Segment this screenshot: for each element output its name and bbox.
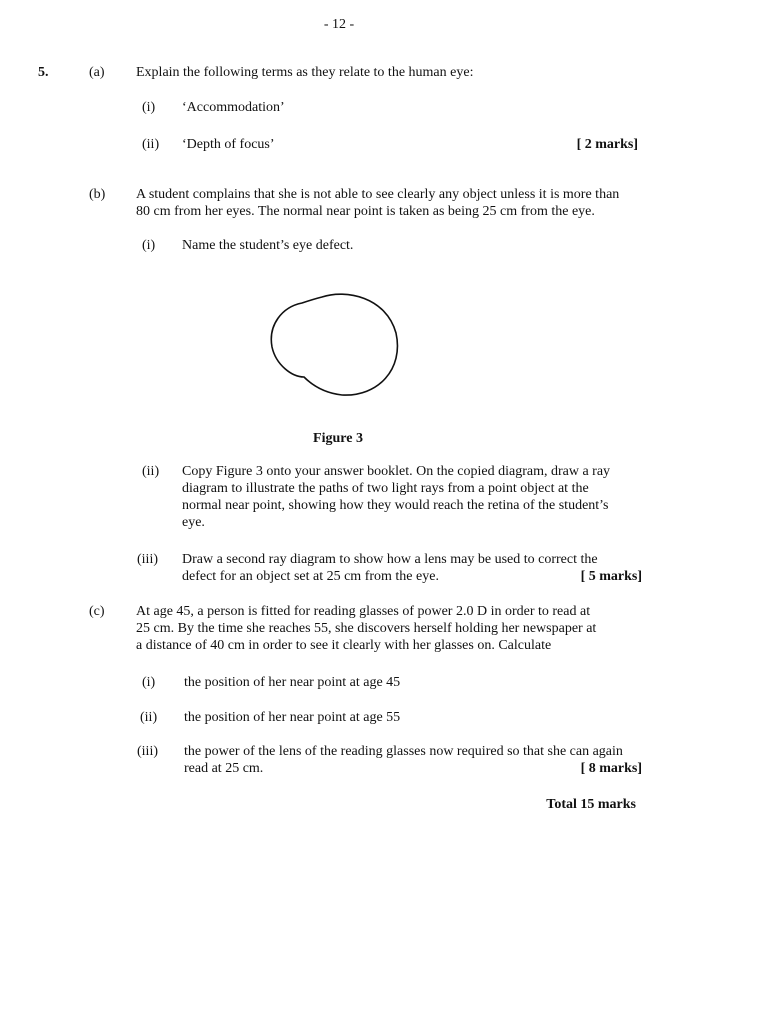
part-b-label: (b) (89, 187, 106, 202)
part-b-iii-line-2: defect for an object set at 25 cm from the eye. (182, 569, 439, 584)
part-b-ii-label: (ii) (142, 464, 160, 479)
total-marks: Total 15 marks (546, 797, 636, 812)
part-c-ii-label: (ii) (140, 710, 158, 725)
part-c-ii-text: the position of her near point at age 55 (184, 710, 401, 725)
part-b-iii-line-1: Draw a second ray diagram to show how a lens may be used to correct the (182, 552, 598, 567)
part-b-iii-text (182, 551, 642, 585)
part-a-marks: [ 2 marks] (576, 137, 638, 152)
question-number: 5. (38, 65, 49, 80)
part-c-iii-text (184, 743, 644, 777)
part-c-iii-line-2: read at 25 cm. (184, 761, 264, 776)
part-c-iii-line-1: the power of the lens of the reading glasses now required so that she can again (184, 744, 623, 759)
page-number: - 12 - (323, 17, 355, 32)
figure-caption: Figure 3 (313, 431, 363, 446)
part-c-line-2: 25 cm. By the time she reaches 55, she discovers herself holding her newspaper at (136, 621, 597, 636)
eye-outline (271, 294, 397, 395)
part-c-label: (c) (89, 604, 105, 619)
part-b-text (136, 186, 642, 220)
part-c-text (136, 603, 642, 654)
eye-diagram (268, 285, 404, 403)
part-a-text: Explain the following terms as they relate to the human eye: (136, 65, 474, 80)
part-a-i-text: ‘Accommodation’ (182, 100, 285, 115)
part-c-i-label: (i) (142, 675, 156, 690)
part-b-marks: [ 5 marks] (580, 569, 642, 584)
part-b-ii-line-2: diagram to illustrate the paths of two light rays from a point object at the (182, 481, 589, 496)
part-b-i-text: Name the student’s eye defect. (182, 238, 354, 253)
part-a-ii-label: (ii) (142, 137, 160, 152)
part-b-line-1: A student complains that she is not able to see clearly any object unless it is more than (136, 187, 620, 202)
part-a-i-label: (i) (142, 100, 156, 115)
part-a-ii-text: ‘Depth of focus’ (182, 137, 275, 152)
part-c-line-3: a distance of 40 cm in order to see it clearly with her glasses on. Calculate (136, 638, 552, 653)
part-b-iii-label: (iii) (137, 552, 158, 567)
part-b-ii-line-1: Copy Figure 3 onto your answer booklet. On the copied diagram, draw a ray (182, 464, 611, 479)
part-c-marks: [ 8 marks] (580, 761, 642, 776)
part-c-i-text: the position of her near point at age 45 (184, 675, 401, 690)
part-b-i-label: (i) (142, 238, 156, 253)
part-b-ii-text (182, 463, 642, 531)
part-c-line-1: At age 45, a person is fitted for reading glasses of power 2.0 D in order to read at (136, 604, 591, 619)
part-b-ii-line-3: normal near point, showing how they would reach the retina of the student’s (182, 498, 609, 513)
part-c-iii-label: (iii) (137, 744, 158, 759)
part-b-line-2: 80 cm from her eyes. The normal near point is taken as being 25 cm from the eye. (136, 204, 595, 219)
part-a-label: (a) (89, 65, 105, 80)
part-b-ii-line-4: eye. (182, 515, 205, 530)
